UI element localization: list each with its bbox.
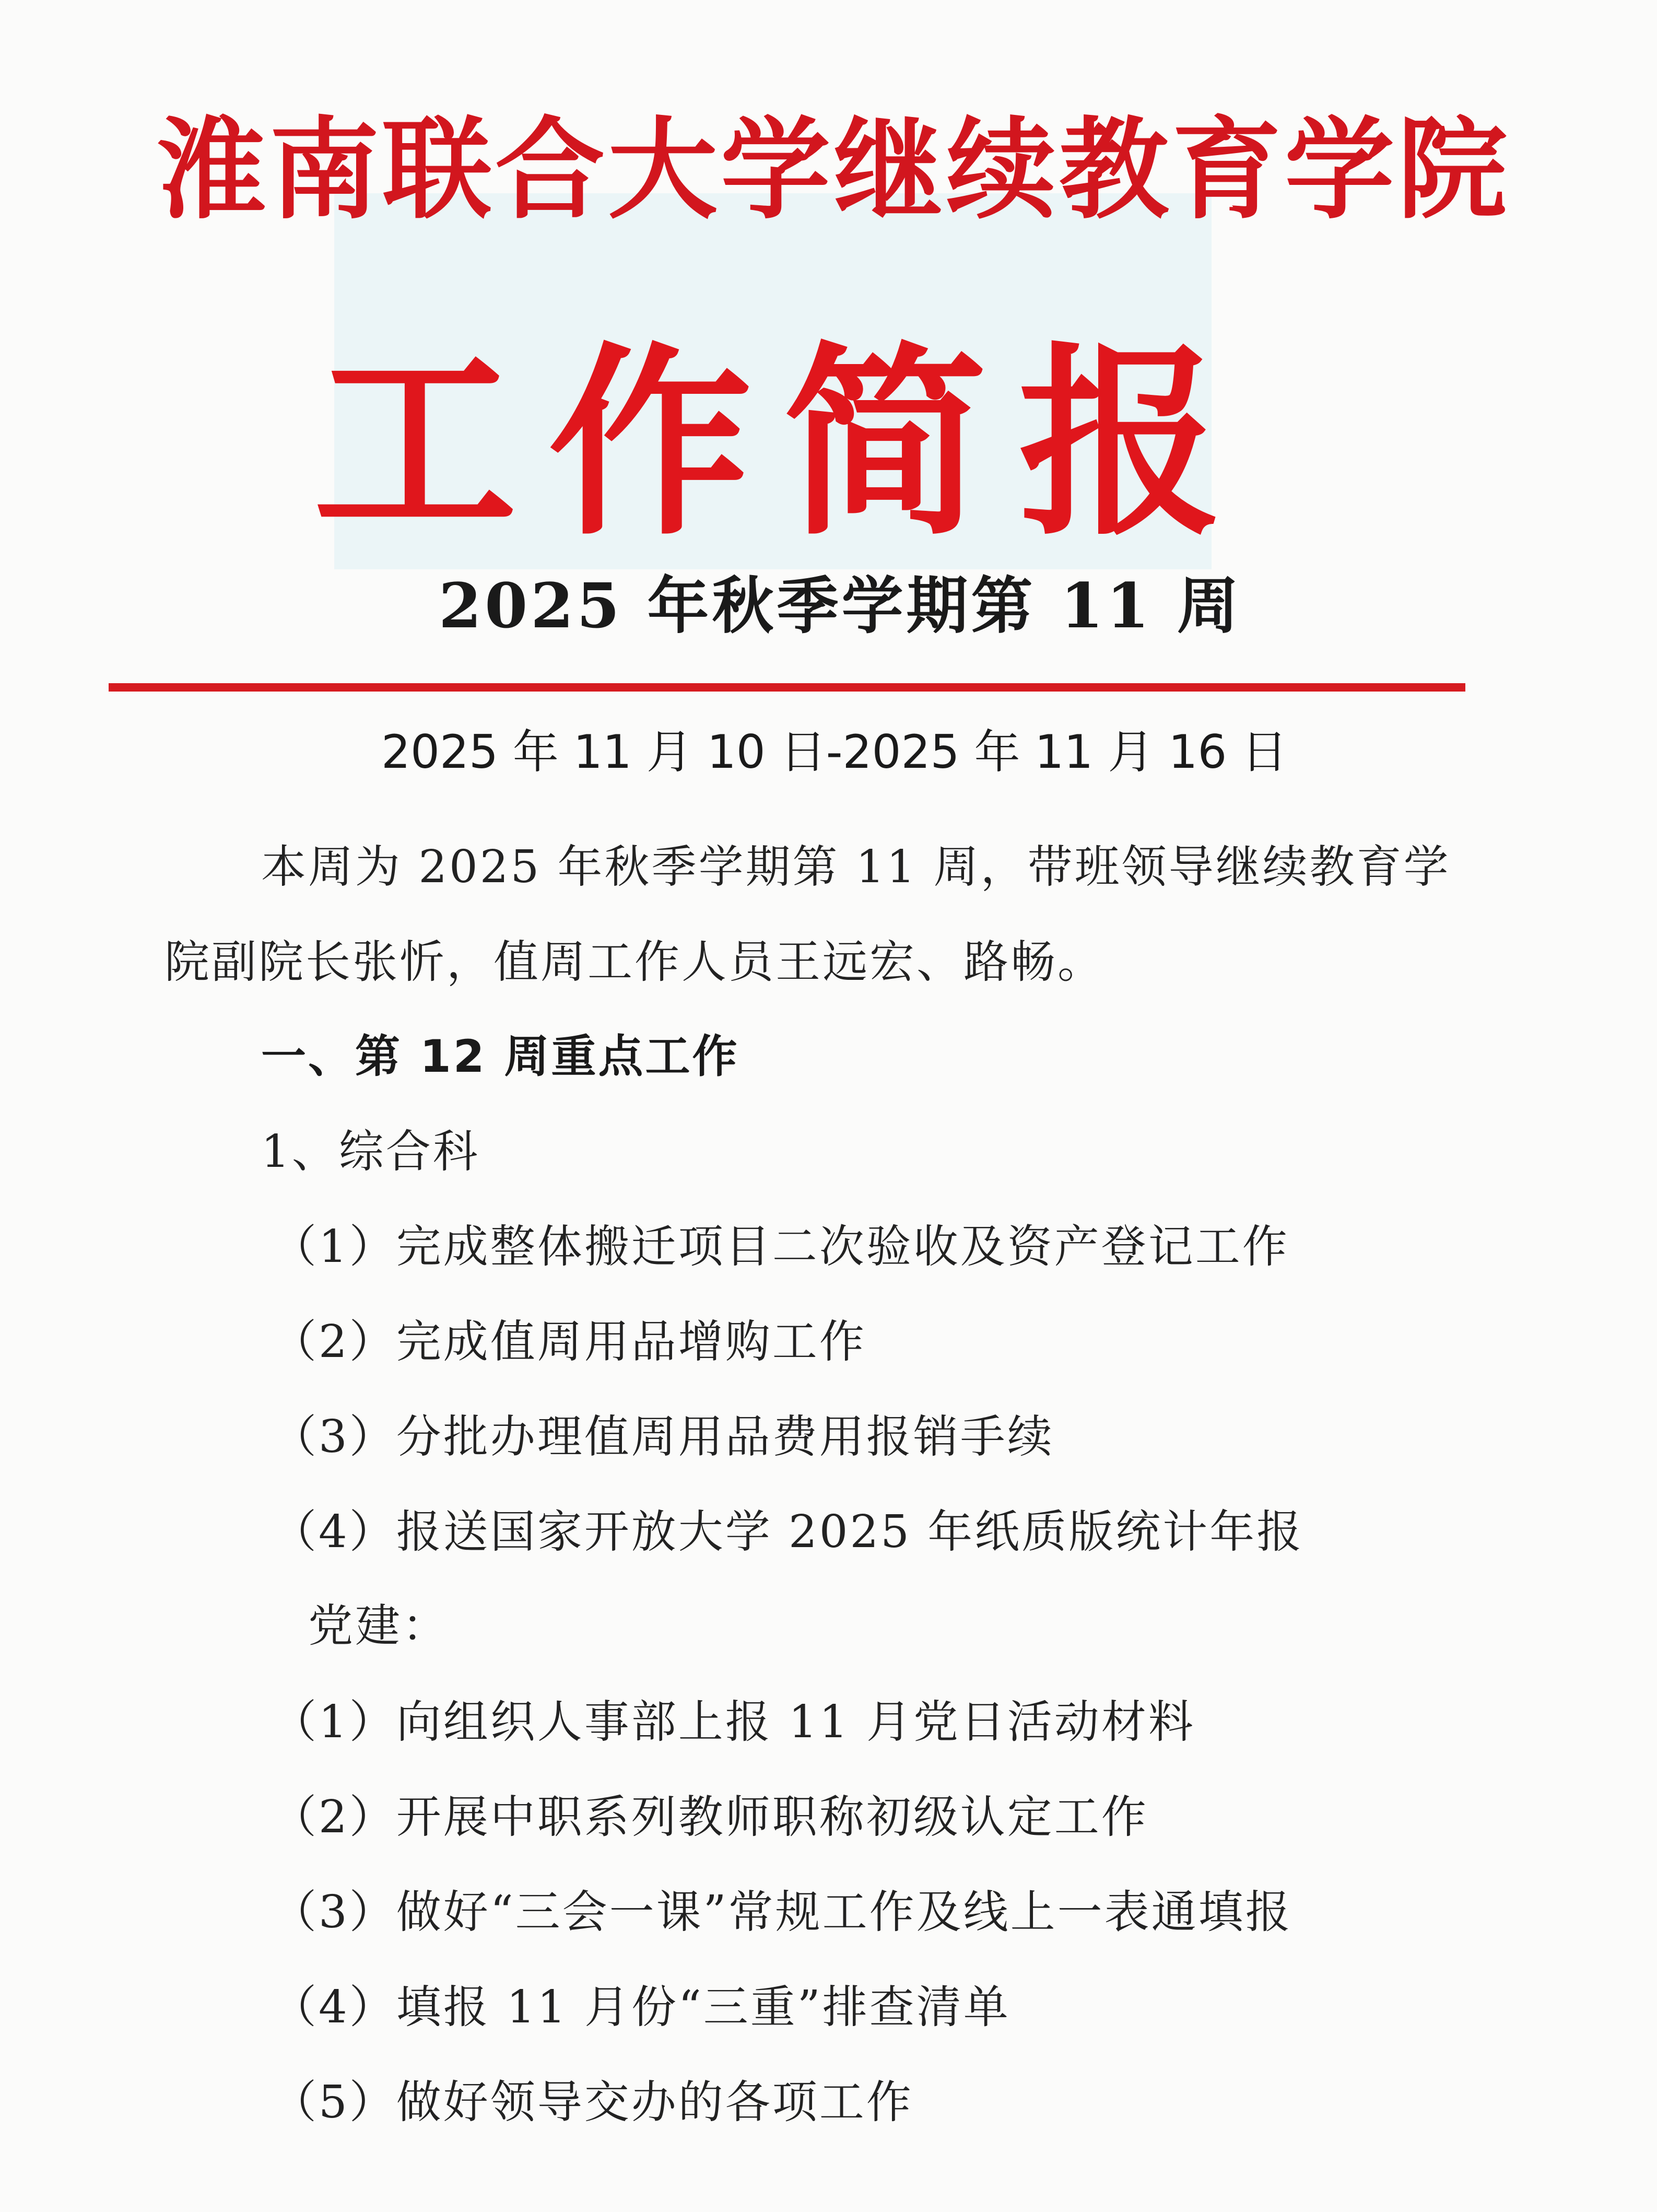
list-item: （3）分批办理值周用品费用报销手续 bbox=[272, 1411, 1054, 1463]
party-heading: 党建： bbox=[308, 1600, 449, 1652]
list-item: （2）开展中职系列教师职称初级认定工作 bbox=[272, 1791, 1148, 1843]
organization-name: 淮南联合大学继续教育学院 bbox=[157, 105, 1511, 234]
list-item: （1）完成整体搬迁项目二次验收及资产登记工作 bbox=[272, 1221, 1289, 1273]
list-item: （5）做好领导交办的各项工作 bbox=[272, 2076, 913, 2128]
list-item: （4）报送国家开放大学 2025 年纸质版统计年报 bbox=[272, 1506, 1304, 1558]
bulletin-title: 工作简报 bbox=[313, 325, 1253, 563]
header-divider bbox=[109, 683, 1465, 692]
list-item: （1）向组织人事部上报 11 月党日活动材料 bbox=[272, 1696, 1195, 1748]
intro-line-1: 本周为 2025 年秋季学期第 11 周，带班领导继续教育学 bbox=[261, 841, 1451, 893]
list-item: （3）做好“三会一课”常规工作及线上一表通填报 bbox=[272, 1886, 1292, 1938]
issue-label: 2025 年秋季学期第 11 周 bbox=[439, 569, 1242, 642]
subsection-heading: 1、综合科 bbox=[261, 1126, 480, 1178]
section-heading: 一、第 12 周重点工作 bbox=[261, 1031, 739, 1083]
list-item: （2）完成值周用品增购工作 bbox=[272, 1316, 866, 1368]
date-range: 2025 年 11 月 10 日-2025 年 11 月 16 日 bbox=[381, 725, 1288, 779]
intro-line-2: 院副院长张忻，值周工作人员王远宏、路畅。 bbox=[164, 936, 1104, 988]
list-item: （4）填报 11 月份“三重”排查清单 bbox=[272, 1981, 1010, 2033]
